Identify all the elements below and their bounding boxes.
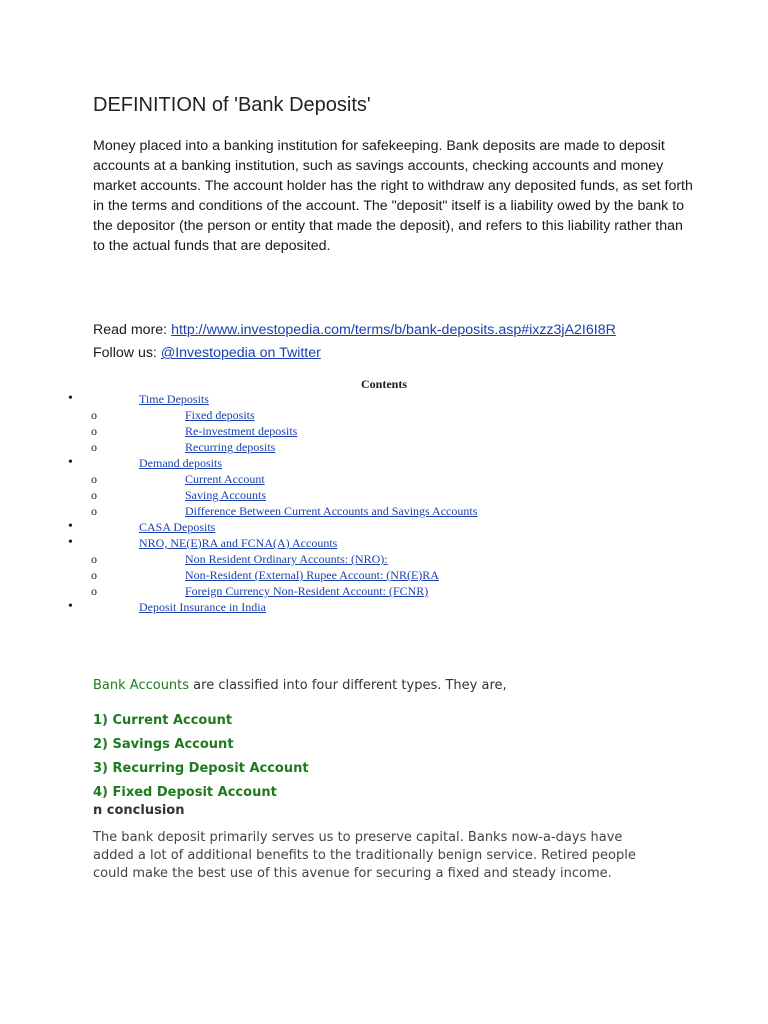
read-more-label: Read more: <box>93 322 172 338</box>
toc-link[interactable]: Non-Resident (External) Rupee Account: (NR(E)RA <box>185 568 439 582</box>
toc-item-nrera <box>0 567 768 583</box>
bullet-marker: • <box>68 535 73 550</box>
toc-link[interactable]: Saving Accounts <box>185 488 266 502</box>
toc-item-nro-accounts <box>0 535 768 551</box>
toc-item-reinvestment-deposits <box>0 423 768 439</box>
follow-us-line <box>93 343 321 363</box>
bullet-marker: o <box>91 504 97 518</box>
toc-item-fcnr <box>0 583 768 599</box>
conclusion-paragraph: The bank deposit primarily serves us to preserve capital. Banks now-a-days have added a lot of additional benefits to the traditionally benign service. Retired people could make the best use of this avenue for securing a fixed and steady income. <box>93 830 636 881</box>
bullet-marker: o <box>91 568 97 582</box>
conclusion-heading: n conclusion <box>93 803 185 818</box>
account-type-recurring: 3) Recurring Deposit Account <box>93 761 309 776</box>
toc-item-difference <box>0 503 768 519</box>
bullet-marker: o <box>91 424 97 438</box>
toc-link[interactable]: Re-investment deposits <box>185 424 298 438</box>
read-more-line <box>93 320 616 340</box>
toc-link[interactable]: Foreign Currency Non-Resident Account: (FCNR) <box>185 584 429 598</box>
read-more-link[interactable]: http://www.investopedia.com/terms/b/bank-deposits.asp#ixzz3jA2I6I8R <box>171 322 616 338</box>
bullet-marker: o <box>91 488 97 502</box>
toc-item-fixed-deposits <box>0 407 768 423</box>
account-type-savings: 2) Savings Account <box>93 737 234 752</box>
toc-item-deposit-insurance <box>0 599 768 615</box>
toc-item-saving-accounts <box>0 487 768 503</box>
toc-item-time-deposits <box>0 391 768 407</box>
definition-paragraph: Money placed into a banking institution for safekeeping. Bank deposits are made to deposit accounts at a banking institution, such as savings accounts, checking accounts and money market accounts. The account holder has the right to withdraw any deposited funds, as set forth in the terms and conditions of the account. The "deposit" itself is a liability owed by the bank to the depositor (the person or entity that made the deposit), and refers to this liability rather than to the actual funds that are deposited. <box>93 138 693 254</box>
page-title: DEFINITION of 'Bank Deposits' <box>93 94 371 116</box>
bullet-marker: o <box>91 472 97 486</box>
bullet-marker: • <box>68 599 73 614</box>
twitter-link[interactable]: @Investopedia on Twitter <box>160 345 321 361</box>
bullet-marker: • <box>68 519 73 534</box>
bullet-marker: o <box>91 584 97 598</box>
toc-link[interactable]: Time Deposits <box>139 392 209 406</box>
toc-link[interactable]: Fixed deposits <box>185 408 255 422</box>
toc-link[interactable]: Recurring deposits <box>185 440 276 454</box>
toc-link[interactable]: Non Resident Ordinary Accounts: (NRO): <box>185 552 388 566</box>
classification-rest: are classified into four different types. They are, <box>189 678 507 693</box>
toc-link[interactable]: Difference Between Current Accounts and Savings Accounts <box>185 504 478 518</box>
toc-item-demand-deposits <box>0 455 768 471</box>
toc-item-recurring-deposits <box>0 439 768 455</box>
contents-heading: Contents <box>360 377 407 391</box>
bullet-marker: • <box>68 391 73 406</box>
classification-sentence <box>93 677 507 695</box>
toc-item-current-account <box>0 471 768 487</box>
bank-accounts-highlight: Bank Accounts <box>93 678 190 693</box>
toc-link[interactable]: Demand deposits <box>139 456 222 470</box>
toc-item-nro <box>0 551 768 567</box>
toc-link[interactable]: Deposit Insurance in India <box>139 600 266 614</box>
toc-link[interactable]: NRO, NE(E)RA and FCNA(A) Accounts <box>139 536 338 550</box>
bullet-marker: • <box>68 455 73 470</box>
toc-link[interactable]: Current Account <box>185 472 265 486</box>
toc-item-casa-deposits <box>0 519 768 535</box>
follow-us-label: Follow us: <box>93 345 161 361</box>
account-type-fixed: 4) Fixed Deposit Account <box>93 785 277 800</box>
bullet-marker: o <box>91 408 97 422</box>
table-of-contents <box>0 391 768 615</box>
bullet-marker: o <box>91 440 97 454</box>
toc-link[interactable]: CASA Deposits <box>139 520 216 534</box>
account-type-current: 1) Current Account <box>93 713 233 728</box>
bullet-marker: o <box>91 552 97 566</box>
